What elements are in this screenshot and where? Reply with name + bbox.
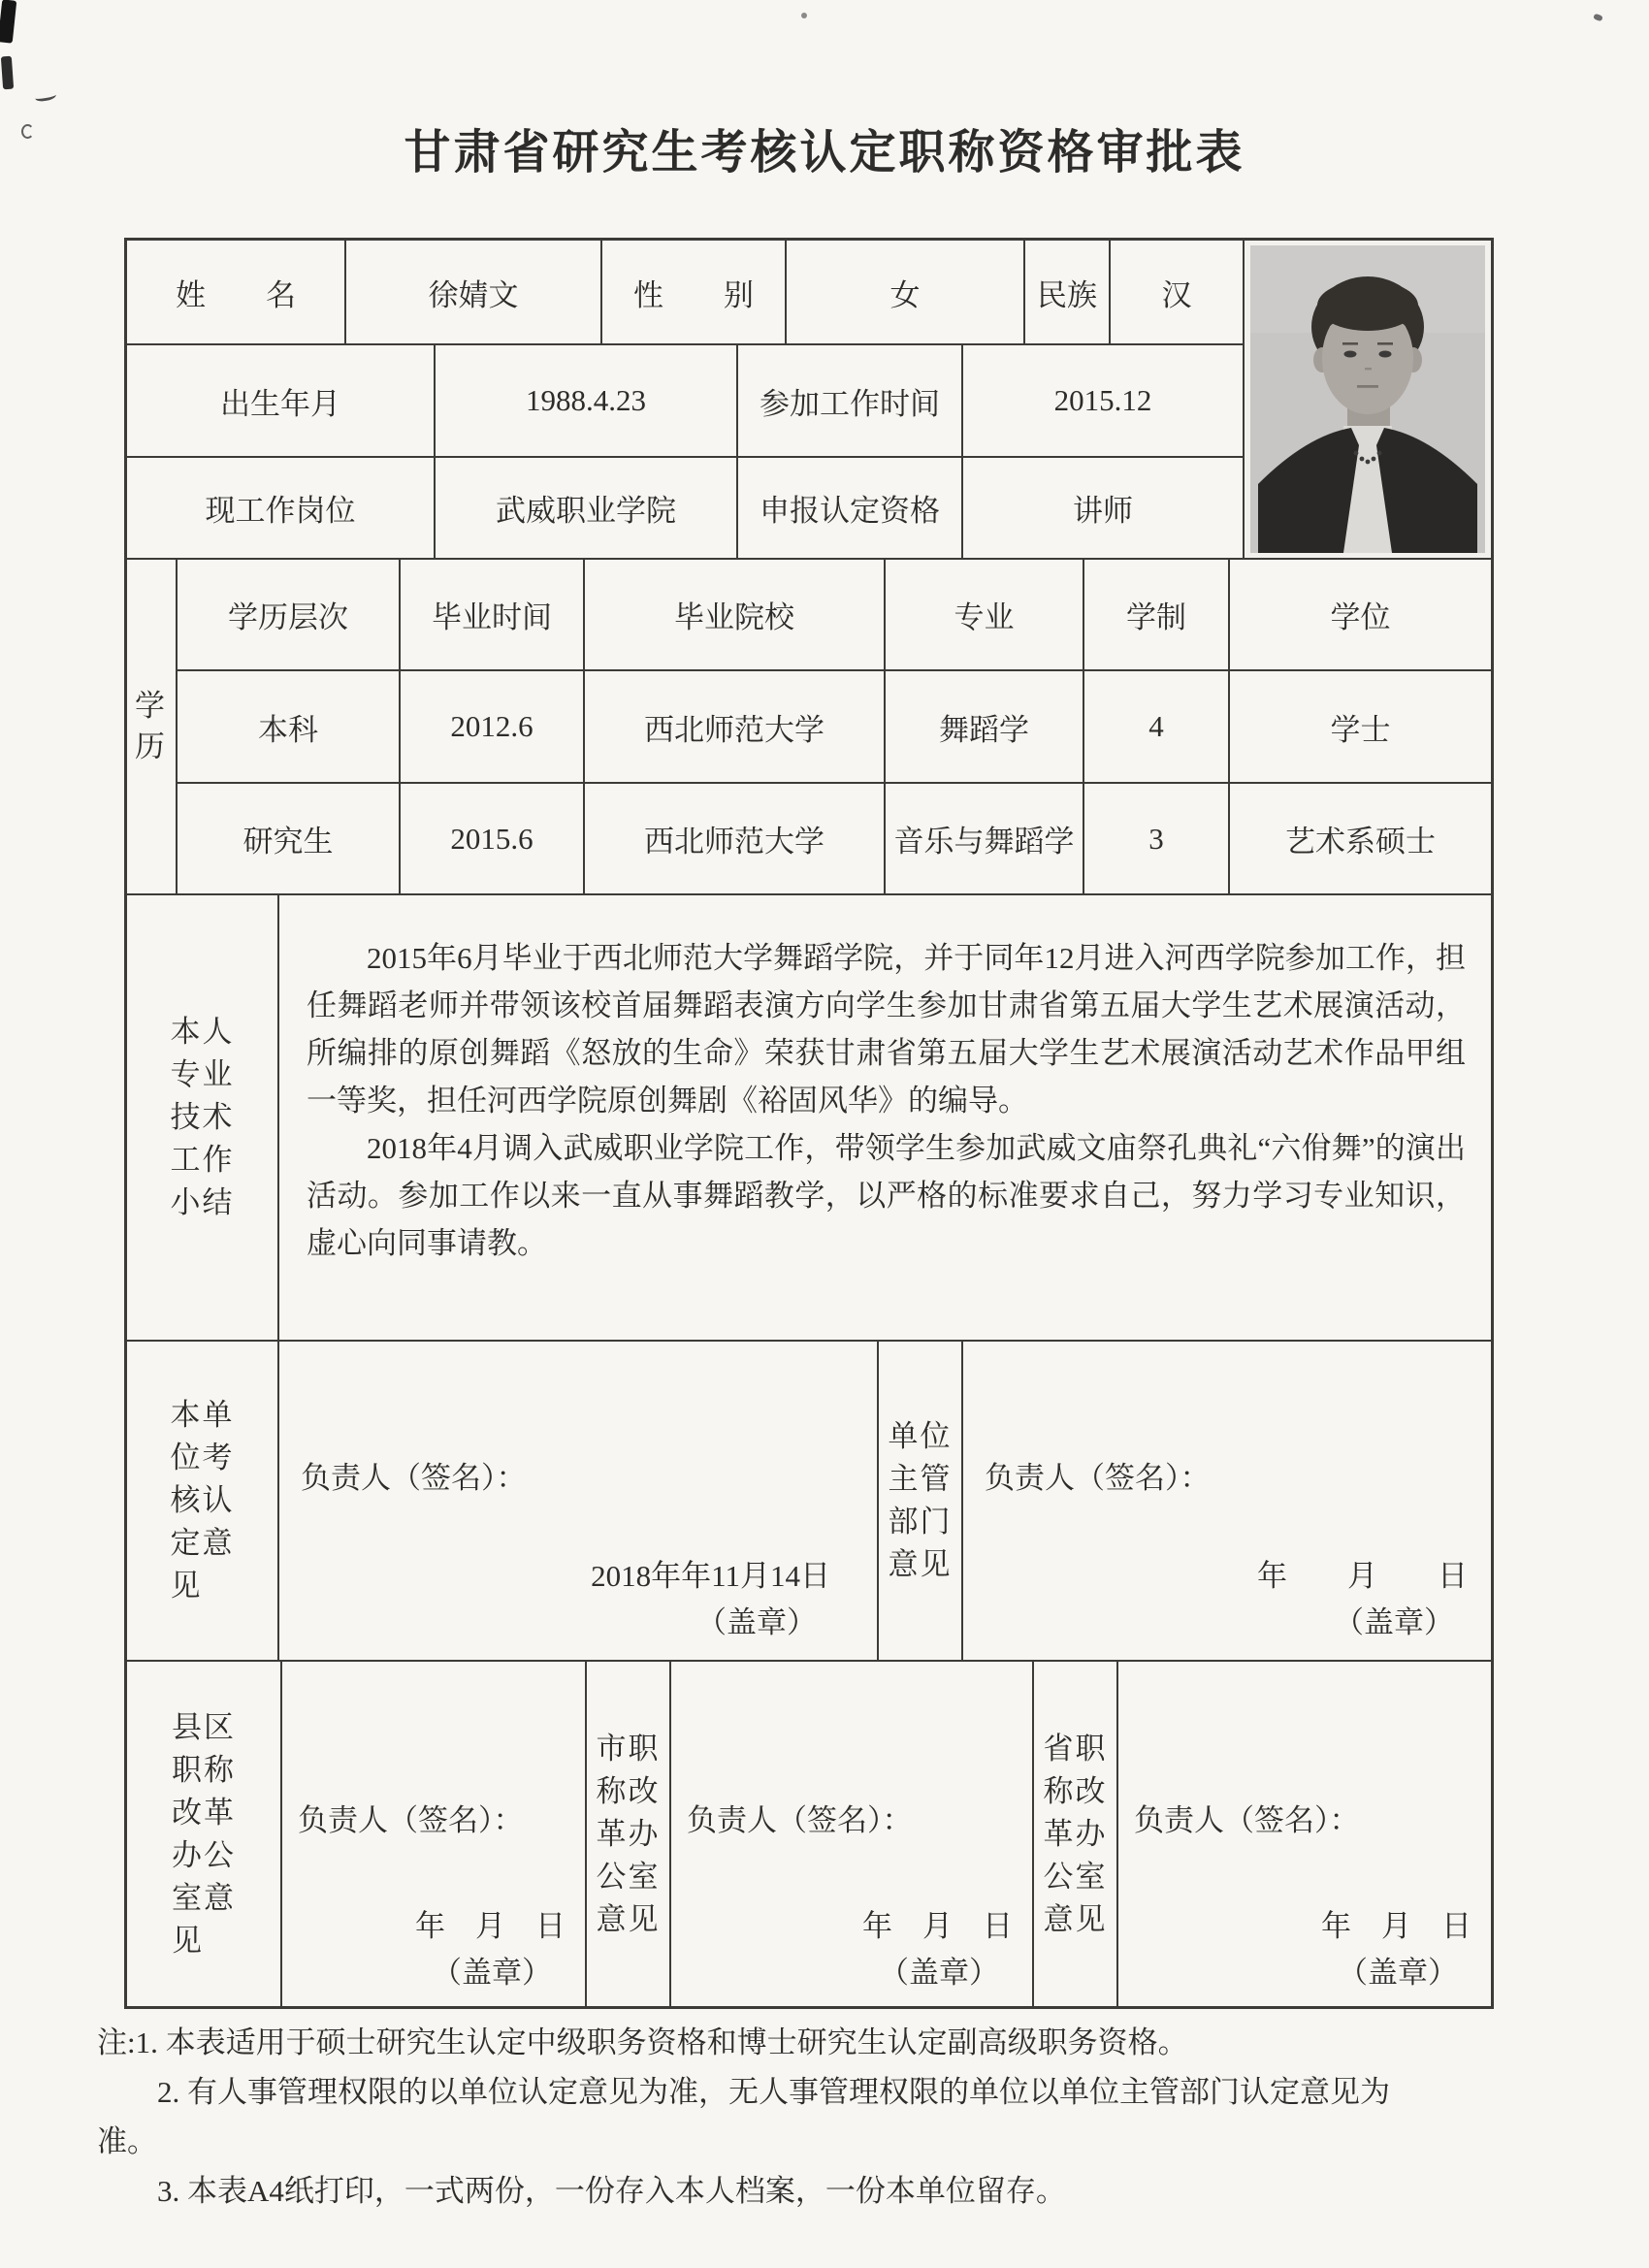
basic-info-section xyxy=(127,241,1491,560)
unit-opinion-date: 2018年年11月14日 xyxy=(591,1559,830,1593)
birth-value: 1988.4.23 xyxy=(436,345,738,458)
edu-level: 本科 xyxy=(178,671,401,784)
province-signer-label: 负责人（签名）： xyxy=(1134,1803,1360,1837)
table-row xyxy=(178,671,1491,784)
edu-duration: 3 xyxy=(1084,784,1230,895)
work-summary-paragraph-1: 2015年6月毕业于西北师范大学舞蹈学院，并于同年12月进入河西学院参加工作，担任舞蹈老师并带领该校首届舞蹈表演方向学生参加甘肃省第五届大学生艺术展演活动，所编排的原创舞蹈《怒放的生命》荣获甘肃省第五届大学生艺术展演活动艺术作品甲组一等奖，担任河西学院原创舞剧《裕固风华》的编导。 xyxy=(307,941,1466,1118)
scan-artifact xyxy=(1,56,14,90)
title-reform-offices-section xyxy=(127,1662,1491,2006)
scan-artifact xyxy=(0,0,16,44)
unit-signer-label: 负责人（签名）： xyxy=(301,1461,527,1495)
province-office-label: 省职称改革办公室意见 xyxy=(1034,1662,1118,2006)
current-post-value: 武威职业学院 xyxy=(436,458,738,560)
work-summary-section xyxy=(127,895,1491,1342)
current-post-label: 现工作岗位 xyxy=(127,458,436,560)
name-value: 徐婧文 xyxy=(346,241,602,345)
edu-school: 西北师范大学 xyxy=(585,671,886,784)
edu-header-major: 专业 xyxy=(886,560,1084,671)
gender-value: 女 xyxy=(787,241,1025,345)
edu-header-grad-time: 毕业时间 xyxy=(401,560,585,671)
city-office-label: 市职称改革办公室意见 xyxy=(587,1662,671,2006)
dept-opinion-cell xyxy=(963,1342,1491,1662)
edu-header-degree: 学位 xyxy=(1230,560,1491,671)
ethnicity-value: 汉 xyxy=(1111,241,1245,345)
edu-degree: 艺术系硕士 xyxy=(1230,784,1491,895)
county-signer-label: 负责人（签名）： xyxy=(298,1803,524,1837)
unit-opinion-label: 本单位考核认定意见 xyxy=(127,1342,279,1662)
dept-opinion-label: 单位主管部门意见 xyxy=(879,1342,963,1662)
province-office-date: 年 月 日 xyxy=(1321,1909,1471,1943)
table-row xyxy=(178,784,1491,895)
county-office-cell xyxy=(282,1662,587,2006)
notes-prefix: 注: xyxy=(97,2025,136,2059)
edu-header-school: 毕业院校 xyxy=(585,560,886,671)
note-3: 3. 本表A4纸打印，一式两份，一份存入本人档案，一份本单位留存。 xyxy=(157,2174,1066,2208)
province-office-seal: （盖章） xyxy=(1338,1956,1458,1990)
scan-artifact xyxy=(801,13,807,18)
edu-level: 研究生 xyxy=(178,784,401,895)
edu-duration: 4 xyxy=(1084,671,1230,784)
city-office-cell xyxy=(671,1662,1034,2006)
county-office-seal: （盖章） xyxy=(432,1956,552,1990)
city-office-date: 年 月 日 xyxy=(862,1909,1013,1943)
scan-artifact xyxy=(34,90,56,103)
edu-degree: 学士 xyxy=(1230,671,1491,784)
work-start-value: 2015.12 xyxy=(963,345,1245,458)
ethnicity-label: 民族 xyxy=(1025,241,1111,345)
work-summary-label: 本人专业技术工作小结 xyxy=(127,895,279,1342)
unit-opinion-section xyxy=(127,1342,1491,1662)
applicant-photo xyxy=(1245,241,1491,560)
note-2: 2. 有人事管理权限的以单位认定意见为准，无人事管理权限的单位以单位主管部门认定意见为准。 xyxy=(97,2075,1390,2158)
edu-grad-time: 2015.6 xyxy=(401,784,585,895)
dept-opinion-seal: （盖章） xyxy=(1334,1605,1454,1639)
birth-label: 出生年月 xyxy=(127,345,436,458)
dept-opinion-date: 年 月 日 xyxy=(1257,1559,1468,1593)
scan-artifact xyxy=(1593,14,1603,22)
dept-signer-label: 负责人（签名）： xyxy=(985,1461,1211,1495)
edu-major: 舞蹈学 xyxy=(886,671,1084,784)
edu-grad-time: 2012.6 xyxy=(401,671,585,784)
unit-opinion-seal: （盖章） xyxy=(696,1605,817,1639)
edu-header-level: 学历层次 xyxy=(178,560,401,671)
education-section xyxy=(127,560,1491,895)
edu-header-duration: 学制 xyxy=(1084,560,1230,671)
county-office-label: 县区职称改革办公室意见 xyxy=(127,1662,282,2006)
name-label: 姓 名 xyxy=(127,241,346,345)
gender-label: 性 别 xyxy=(602,241,787,345)
work-start-label: 参加工作时间 xyxy=(738,345,963,458)
county-office-date: 年 月 日 xyxy=(415,1909,566,1943)
city-office-seal: （盖章） xyxy=(879,1956,999,1990)
edu-school: 西北师范大学 xyxy=(585,784,886,895)
city-signer-label: 负责人（签名）： xyxy=(687,1803,913,1837)
province-office-cell xyxy=(1118,1662,1491,2006)
footer-notes xyxy=(97,2018,1408,2216)
declared-title-value: 讲师 xyxy=(963,458,1245,560)
declared-title-label: 申报认定资格 xyxy=(738,458,963,560)
page-title: 甘肃省研究生考核认定职称资格审批表 xyxy=(404,127,1245,178)
unit-opinion-cell xyxy=(279,1342,879,1662)
work-summary-text xyxy=(279,895,1491,1342)
note-1: 注:1. 本表适用于硕士研究生认定中级职务资格和博士研究生认定副高级职务资格。 xyxy=(97,2025,1188,2059)
approval-form-table xyxy=(124,238,1494,2009)
work-summary-paragraph-2: 2018年4月调入武威职业学院工作，带领学生参加武威文庙祭孔典礼“六佾舞”的演出活动。参加工作以来一直从事舞蹈教学，以严格的标准要求自己，努力学习专业知识，虚心向同事请教。 xyxy=(307,1131,1466,1260)
edu-major: 音乐与舞蹈学 xyxy=(886,784,1084,895)
education-section-label: 学历 xyxy=(127,560,178,895)
